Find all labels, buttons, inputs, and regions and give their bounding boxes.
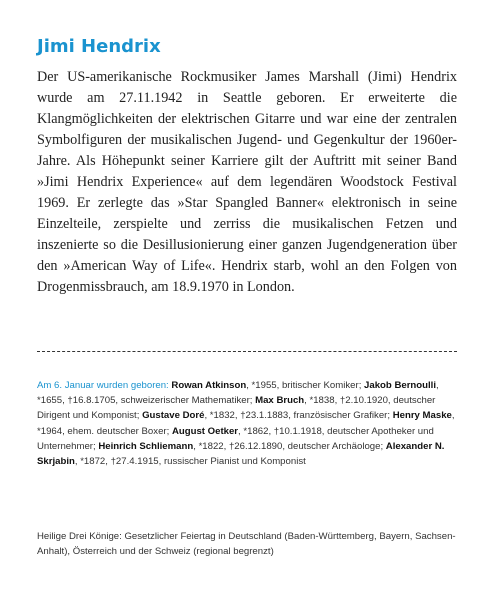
birthday-person-name: Gustave Doré bbox=[142, 410, 205, 422]
birthday-person-name: Rowan Atkinson bbox=[171, 380, 247, 391]
birthday-person-name: Heinrich Schliemann bbox=[98, 440, 194, 452]
article-body: Der US-amerikanische Rockmusiker James Marshall (Jimi) Hendrix wurde am 27.11.1942 in Seattle geboren. Er erweiterte die Klangmöglichkeiten der elektrischen Gitarre und war eine der zentralen Symbolfiguren der musikalischen Jugend- und Gegenkultur der 1960er-Jahre. Als Höhepunkt seiner Karriere gilt der Auftritt mit seiner Band »Jimi Hendrix Experience« auf dem legendären Woodstock Festival 1969. Er zerlegte das »Star Spangled Banner« elektronisch in seine Einzelteile, zerspielte und zerriss die musikalischen Fetzen und inszenierte so die Desillusionierung einer ganzen Jugendgeneration über den »American Way of Life«. Hendrix starb, wohl an den Folgen von Drogenmissbrauch, am 18.9.1970 in London. bbox=[37, 69, 457, 295]
birthday-person-detail: , *1872, †27.4.1915, russischer Pianist und Komponist bbox=[74, 456, 306, 468]
birthdays-lead: Am 6. Januar wurden geboren: bbox=[37, 380, 169, 391]
birthdays-entries bbox=[37, 380, 455, 467]
holiday-note: Heilige Drei Könige: Gesetzlicher Feiertag in Deutschland (Baden-Württemberg, Bayern, Sachsen-Anhalt), Österreich und der Schweiz (regional begrenzt) bbox=[37, 531, 456, 558]
birthday-person-detail: , *1862, †10.1.1918, deutscher Apotheker und Unternehmer; bbox=[37, 425, 434, 452]
birthday-person-name: Max Bruch bbox=[255, 395, 305, 407]
birthdays-paragraph bbox=[37, 378, 457, 469]
birthday-person-detail: , *1964, ehem. deutscher Boxer; bbox=[37, 410, 455, 437]
birthday-person-name: August Oetker bbox=[171, 425, 239, 437]
birthday-person-name: Alexander N. Skrjabin bbox=[37, 440, 445, 468]
birthday-person-detail: , *1655, †16.8.1705, schweizerischer Mathematiker; bbox=[37, 380, 439, 407]
birthday-person-detail: , *1955, britischer Komiker; bbox=[246, 380, 365, 391]
birthday-person-detail: , *1832, †23.1.1883, französischer Grafiker; bbox=[204, 410, 393, 422]
birthday-person-detail: , *1838, †2.10.1920, deutscher Dirigent und Komponist; bbox=[37, 395, 436, 422]
article-title: Jimi Hendrix bbox=[37, 36, 161, 57]
dashed-divider bbox=[37, 351, 457, 352]
birthday-person-name: Henry Maske bbox=[392, 410, 452, 422]
birthday-person-name: Jakob Bernoulli bbox=[364, 380, 437, 391]
birthday-person-detail: , *1822, †26.12.1890, deutscher Archäologe; bbox=[193, 440, 386, 452]
